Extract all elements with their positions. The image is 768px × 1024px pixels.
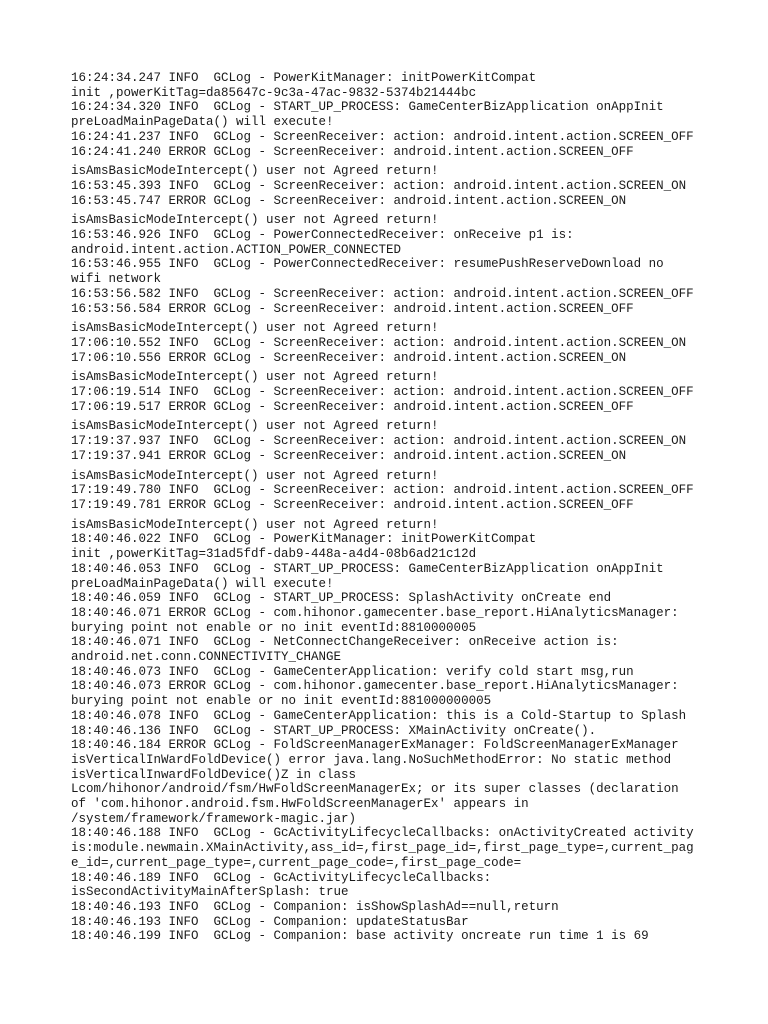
log-line: 18:40:46.199 INFO GCLog - Companion: base activity oncreate run time 1 is 69 [71,929,649,944]
log-line: 18:40:46.073 INFO GCLog - GameCenterApplication: verify cold start msg,run [71,664,634,679]
log-line: 18:40:46.059 INFO GCLog - START_UP_PROCESS: SplashActivity onCreate end [71,591,612,606]
log-line: 16:24:34.247 INFO GCLog - PowerKitManager: initPowerKitCompat init ,powerKitTag=da85647c-9c3a-47ac-9832-5374b21444bc [71,71,537,100]
log-line: 18:40:46.193 INFO GCLog - Companion: isShowSplashAd==null,return [71,899,559,914]
log-line: 18:40:46.189 INFO GCLog - GcActivityLifecycleCallbacks: isSecondActivityMainAfterSplash: true [71,870,492,900]
log-line: 16:53:56.582 INFO GCLog - ScreenReceiver: action: android.intent.action.SCREEN_OFF [71,286,694,301]
log-line: isAmsBasicModeIntercept() user not Agreed return! [71,468,439,483]
log-line: 16:53:46.955 INFO GCLog - PowerConnectedReceiver: resumePushReserveDownload no wifi network [71,257,664,287]
log-line: 16:24:41.237 INFO GCLog - ScreenReceiver: action: android.intent.action.SCREEN_OFF [71,129,694,144]
log-line: isAmsBasicModeIntercept() user not Agreed return! [71,321,439,336]
log-line: 17:06:10.552 INFO GCLog - ScreenReceiver: action: android.intent.action.SCREEN_ON [71,335,687,350]
log-line: isAmsBasicModeIntercept() user not Agreed return! [71,164,439,179]
log-line: 16:53:45.393 INFO GCLog - ScreenReceiver: action: android.intent.action.SCREEN_ON [71,178,687,193]
log-line: 16:53:56.584 ERROR GCLog - ScreenReceiver: android.intent.action.SCREEN_OFF [71,301,634,316]
log-line: 17:19:37.937 INFO GCLog - ScreenReceiver: action: android.intent.action.SCREEN_ON [71,434,687,449]
log-line: 18:40:46.022 INFO GCLog - PowerKitManager: initPowerKitCompat init ,powerKitTag=31ad5fdf-dab9-448a-a4d4-08b6ad21c12d [71,532,537,562]
log-line: 17:06:19.517 ERROR GCLog - ScreenReceiver: android.intent.action.SCREEN_OFF [71,399,634,414]
log-line: 18:40:46.184 ERROR GCLog - FoldScreenManagerExManager: FoldScreenManagerExManager isVerticalInWardFoldDevice() error java.lang.NoSuchMethodError: No static method isVerticalInwardFoldDevice()Z in class Lcom/hihonor/android/fsm/HwFoldScreenManagerEx; or its super classes (declaration of 'com.hihonor.android.fsm.HwFoldScreenManagerEx' appears in /system/framework/framework-magic.jar) [71,738,679,826]
log-line: isAmsBasicModeIntercept() user not Agreed return! [71,370,439,385]
log-document [71,71,711,944]
log-line: 16:24:41.240 ERROR GCLog - ScreenReceiver: android.intent.action.SCREEN_OFF [71,144,634,159]
log-line: isAmsBasicModeIntercept() user not Agreed return! [71,213,439,228]
log-line: 17:06:10.556 ERROR GCLog - ScreenReceiver: android.intent.action.SCREEN_ON [71,350,627,365]
log-line: 18:40:46.071 INFO GCLog - NetConnectChangeReceiver: onReceive action is: android.net.conn.CONNECTIVITY_CHANGE [71,635,619,665]
log-line: 18:40:46.078 INFO GCLog - GameCenterApplication: this is a Cold-Startup to Splash [71,708,687,723]
log-line: 16:53:45.747 ERROR GCLog - ScreenReceiver: android.intent.action.SCREEN_ON [71,193,627,208]
log-line: 18:40:46.073 ERROR GCLog - com.hihonor.gamecenter.base_report.HiAnalyticsManager: burying point not enable or no init eventId:881000000005 [71,679,679,709]
log-line: 17:19:37.941 ERROR GCLog - ScreenReceiver: android.intent.action.SCREEN_ON [71,448,627,463]
log-line: 17:19:49.781 ERROR GCLog - ScreenReceiver: android.intent.action.SCREEN_OFF [71,497,634,512]
log-line: 18:40:46.188 INFO GCLog - GcActivityLifecycleCallbacks: onActivityCreated activity is:module.newmain.XMainActivity,ass_id=,first_page_id=,first_page_type=,current_pag e_id=,current_page_type=,current_page_code=,first_page_code= [71,826,694,870]
log-line: 16:53:46.926 INFO GCLog - PowerConnectedReceiver: onReceive p1 is: android.intent.action.ACTION_POWER_CONNECTED [71,228,574,257]
log-line: 17:19:49.780 INFO GCLog - ScreenReceiver: action: android.intent.action.SCREEN_OFF [71,483,694,498]
log-line: isAmsBasicModeIntercept() user not Agreed return! [71,419,439,434]
log-line: 18:40:46.136 INFO GCLog - START_UP_PROCESS: XMainActivity onCreate(). [71,723,597,738]
log-line: 17:06:19.514 INFO GCLog - ScreenReceiver: action: android.intent.action.SCREEN_OFF [71,385,694,400]
log-line: 18:40:46.193 INFO GCLog - Companion: updateStatusBar [71,914,469,929]
log-line: 18:40:46.071 ERROR GCLog - com.hihonor.gamecenter.base_report.HiAnalyticsManager: burying point not enable or no init eventId:8810000005 [71,605,679,635]
log-line: isAmsBasicModeIntercept() user not Agreed return! [71,517,439,532]
log-line: 16:24:34.320 INFO GCLog - START_UP_PROCESS: GameCenterBizApplication onAppInit preLoadMainPageData() will execute! [71,100,664,130]
log-line: 18:40:46.053 INFO GCLog - START_UP_PROCESS: GameCenterBizApplication onAppInit preLoadMainPageData() will execute! [71,561,664,591]
